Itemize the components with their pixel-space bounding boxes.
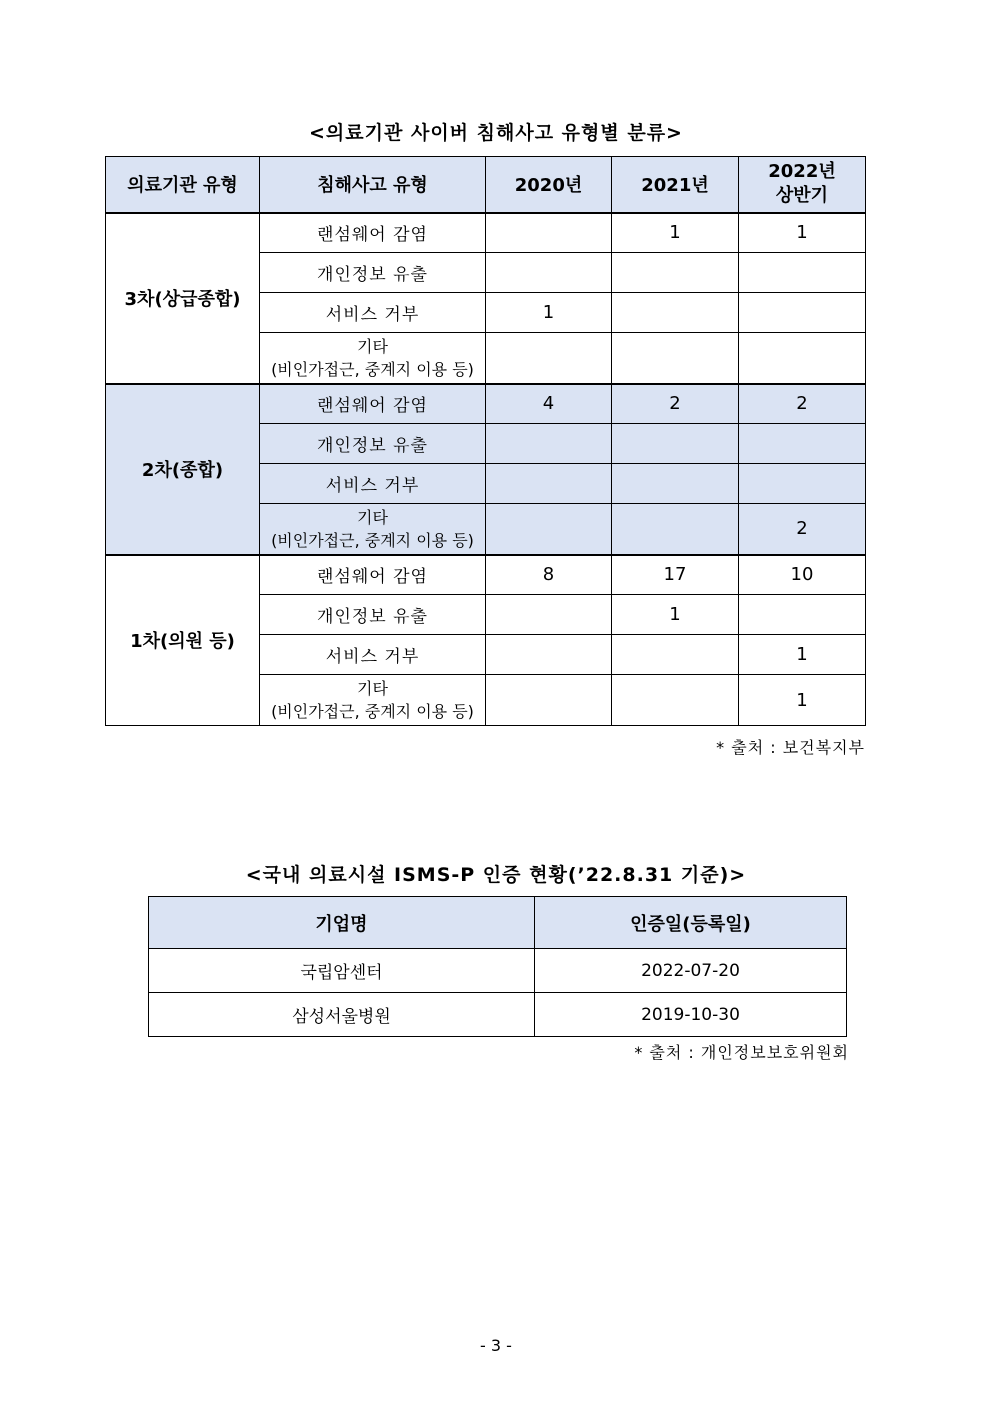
incident-type: 서비스 거부 (260, 635, 486, 675)
header-incident-type: 침해사고 유형 (260, 157, 486, 213)
incident-type: 개인정보 유출 (260, 424, 486, 464)
header-2022-half: 상반기 (775, 185, 829, 207)
table-row (106, 555, 866, 595)
group-label-tertiary: 3차(상급종합) (106, 213, 260, 384)
table-row (149, 949, 847, 993)
value-2022-h1: 2 (739, 504, 866, 555)
value-2020 (486, 213, 612, 253)
incident-type: 서비스 거부 (260, 293, 486, 333)
header-2021: 2021년 (612, 157, 739, 213)
header-institution-type: 의료기관 유형 (106, 157, 260, 213)
value-2020 (486, 675, 612, 726)
incident-classification-table (105, 156, 866, 726)
value-2022-h1: 1 (739, 675, 866, 726)
value-2021 (612, 504, 739, 555)
value-2020 (486, 333, 612, 384)
value-2022-h1: 1 (739, 213, 866, 253)
table-row (106, 384, 866, 424)
group-label-primary: 1차(의원 등) (106, 555, 260, 726)
incident-type (260, 675, 486, 726)
incident-type: 서비스 거부 (260, 464, 486, 504)
value-2021: 1 (612, 595, 739, 635)
value-2022-h1: 2 (739, 384, 866, 424)
value-2022-h1 (739, 253, 866, 293)
isms-p-certification-table (148, 896, 847, 1037)
incident-type-line2: (비인가접근, 중계지 이용 등) (271, 702, 474, 721)
table1-source: * 출처 : 보건복지부 (716, 738, 865, 757)
incident-type: 랜섬웨어 감염 (260, 213, 486, 253)
table1-title: <의료기관 사이버 침해사고 유형별 분류> (309, 122, 683, 144)
value-2022-h1 (739, 424, 866, 464)
incident-type-line1: 기타 (357, 336, 388, 356)
header-2022-h1 (739, 157, 866, 213)
group-label-secondary: 2차(종합) (106, 384, 260, 555)
incident-type (260, 333, 486, 384)
value-2020 (486, 253, 612, 293)
company-name: 국립암센터 (149, 949, 535, 993)
value-2021 (612, 333, 739, 384)
value-2021 (612, 253, 739, 293)
incident-type-line1: 기타 (357, 679, 388, 698)
value-2022-h1: 10 (739, 555, 866, 595)
value-2020: 8 (486, 555, 612, 595)
value-2022-h1 (739, 333, 866, 384)
table2-title: <국내 의료시설 ISMS-P 인증 현황(’22.8.31 기준)> (245, 864, 747, 886)
value-2020 (486, 504, 612, 555)
header-company: 기업명 (149, 897, 535, 949)
incident-type-line2: (비인가접근, 중계지 이용 등) (271, 530, 474, 550)
cert-date: 2019-10-30 (535, 993, 847, 1037)
incident-type-line1: 기타 (357, 507, 388, 527)
value-2021 (612, 635, 739, 675)
table2-source: * 출처 : 개인정보보호위원회 (634, 1043, 849, 1062)
header-2022-year: 2022년 (768, 161, 836, 183)
value-2022-h1 (739, 464, 866, 504)
value-2020 (486, 464, 612, 504)
value-2020 (486, 595, 612, 635)
cert-date: 2022-07-20 (535, 949, 847, 993)
incident-type-line2: (비인가접근, 중계지 이용 등) (271, 359, 474, 379)
header-cert-date: 인증일(등록일) (535, 897, 847, 949)
value-2021: 17 (612, 555, 739, 595)
table-header-row (106, 157, 866, 213)
incident-type: 랜섬웨어 감염 (260, 555, 486, 595)
value-2021 (612, 424, 739, 464)
incident-type: 개인정보 유출 (260, 253, 486, 293)
value-2022-h1 (739, 595, 866, 635)
value-2020: 1 (486, 293, 612, 333)
value-2020 (486, 424, 612, 464)
value-2021: 1 (612, 213, 739, 253)
header-2020: 2020년 (486, 157, 612, 213)
value-2022-h1 (739, 293, 866, 333)
incident-type (260, 504, 486, 555)
incident-type: 개인정보 유출 (260, 595, 486, 635)
table-row (149, 993, 847, 1037)
value-2021 (612, 464, 739, 504)
incident-type: 랜섬웨어 감염 (260, 384, 486, 424)
page-number: - 3 - (480, 1336, 512, 1355)
table-header-row (149, 897, 847, 949)
value-2022-h1: 1 (739, 635, 866, 675)
value-2021 (612, 675, 739, 726)
value-2021: 2 (612, 384, 739, 424)
value-2020 (486, 635, 612, 675)
company-name: 삼성서울병원 (149, 993, 535, 1037)
value-2020: 4 (486, 384, 612, 424)
table-row (106, 213, 866, 253)
value-2021 (612, 293, 739, 333)
